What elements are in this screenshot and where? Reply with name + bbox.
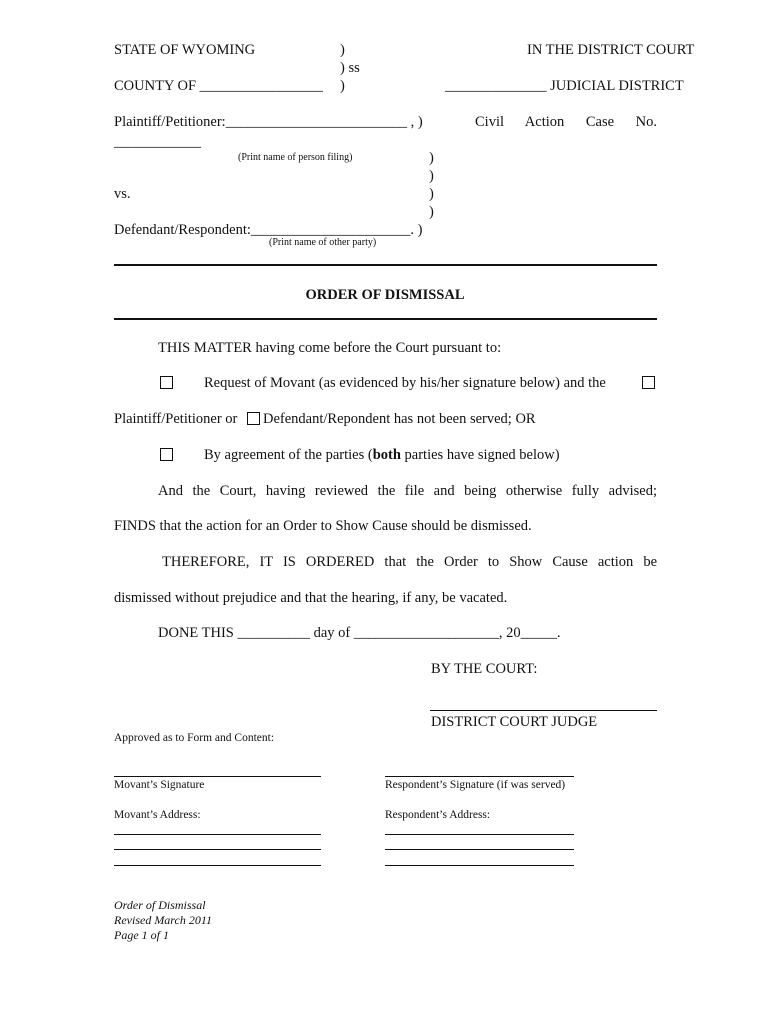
plaintiff-field[interactable]: Plaintiff/Petitioner:_________________________ , ) — [114, 114, 423, 130]
intro-text: THIS MATTER having come before the Court pursuant to: — [158, 340, 502, 356]
print-filing-hint: (Print name of person filing) — [238, 152, 353, 163]
movant-address-label: Movant’s Address: — [114, 809, 201, 821]
option-agreement-text: By agreement of the parties (both parties have signed below) — [204, 447, 560, 463]
county-field[interactable]: COUNTY OF _________________ — [114, 78, 323, 94]
movant-address-line[interactable] — [114, 834, 321, 835]
print-other-hint: (Print name of other party) — [269, 237, 377, 248]
caption-paren: ) — [429, 204, 434, 220]
defendant-not-served-checkbox[interactable] — [247, 412, 260, 425]
ordered-text-cont: dismissed without prejudice and that the hearing, if any, be vacated. — [114, 590, 508, 606]
movant-signature-label: Movant’s Signature — [114, 779, 205, 791]
caption-paren: ) — [429, 168, 434, 184]
option-movant-cont-b: Defendant/Repondent has not been served; OR — [263, 411, 536, 427]
caption-paren: ) — [340, 78, 345, 94]
judge-label: DISTRICT COURT JUDGE — [431, 714, 598, 730]
judicial-district-field[interactable]: ______________ JUDICIAL DISTRICT — [445, 78, 684, 94]
defendant-field[interactable]: Defendant/Respondent:______________________. ) — [114, 222, 423, 238]
caption-paren: ) — [429, 150, 434, 166]
respondent-address-line[interactable] — [385, 834, 574, 835]
by-the-court-label: BY THE COURT: — [431, 661, 538, 677]
footer-revision: Revised March 2011 — [114, 913, 212, 927]
respondent-address-label: Respondent’s Address: — [385, 809, 491, 821]
court-label: IN THE DISTRICT COURT — [527, 42, 695, 58]
vs-label: vs. — [114, 186, 131, 202]
option-movant-cont: Plaintiff/Petitioner or — [114, 411, 238, 427]
respondent-signature-label: Respondent’s Signature (if was served) — [385, 779, 566, 791]
caption-paren: ) — [429, 186, 434, 202]
state-label: STATE OF WYOMING — [114, 42, 256, 58]
movant-address-line[interactable] — [114, 865, 321, 866]
divider — [114, 318, 657, 320]
finds-text-cont: FINDS that the action for an Order to Show Cause should be dismissed. — [114, 518, 532, 534]
movant-request-checkbox[interactable] — [160, 376, 173, 389]
footer-page: Page 1 of 1 — [114, 928, 169, 942]
movant-signature-line[interactable] — [114, 776, 321, 777]
respondent-address-line[interactable] — [385, 849, 574, 850]
plaintiff-not-served-checkbox[interactable] — [642, 376, 655, 389]
movant-address-line[interactable] — [114, 849, 321, 850]
approved-label: Approved as to Form and Content: — [114, 732, 275, 744]
judge-signature-line[interactable] — [430, 710, 657, 711]
case-number-label: Civil Action Case No. — [475, 114, 657, 130]
respondent-signature-line[interactable] — [385, 776, 574, 777]
divider — [114, 264, 657, 266]
respondent-address-line[interactable] — [385, 865, 574, 866]
agreement-checkbox[interactable] — [160, 448, 173, 461]
finds-text: And the Court, having reviewed the file and being otherwise fully advised; — [158, 483, 657, 499]
ordered-text: THEREFORE, IT IS ORDERED that the Order to Show Cause action be — [162, 554, 657, 570]
plaintiff-field-cont[interactable]: ____________ — [114, 134, 201, 150]
footer-form-name: Order of Dismissal — [114, 898, 206, 912]
option-movant-text: Request of Movant (as evidenced by his/her signature below) and the — [204, 375, 606, 391]
caption-ss: ) ss — [340, 60, 360, 76]
done-this-field[interactable]: DONE THIS __________ day of ____________________, 20_____. — [158, 625, 561, 641]
document-title: ORDER OF DISMISSAL — [305, 287, 465, 303]
caption-paren: ) — [340, 42, 345, 58]
